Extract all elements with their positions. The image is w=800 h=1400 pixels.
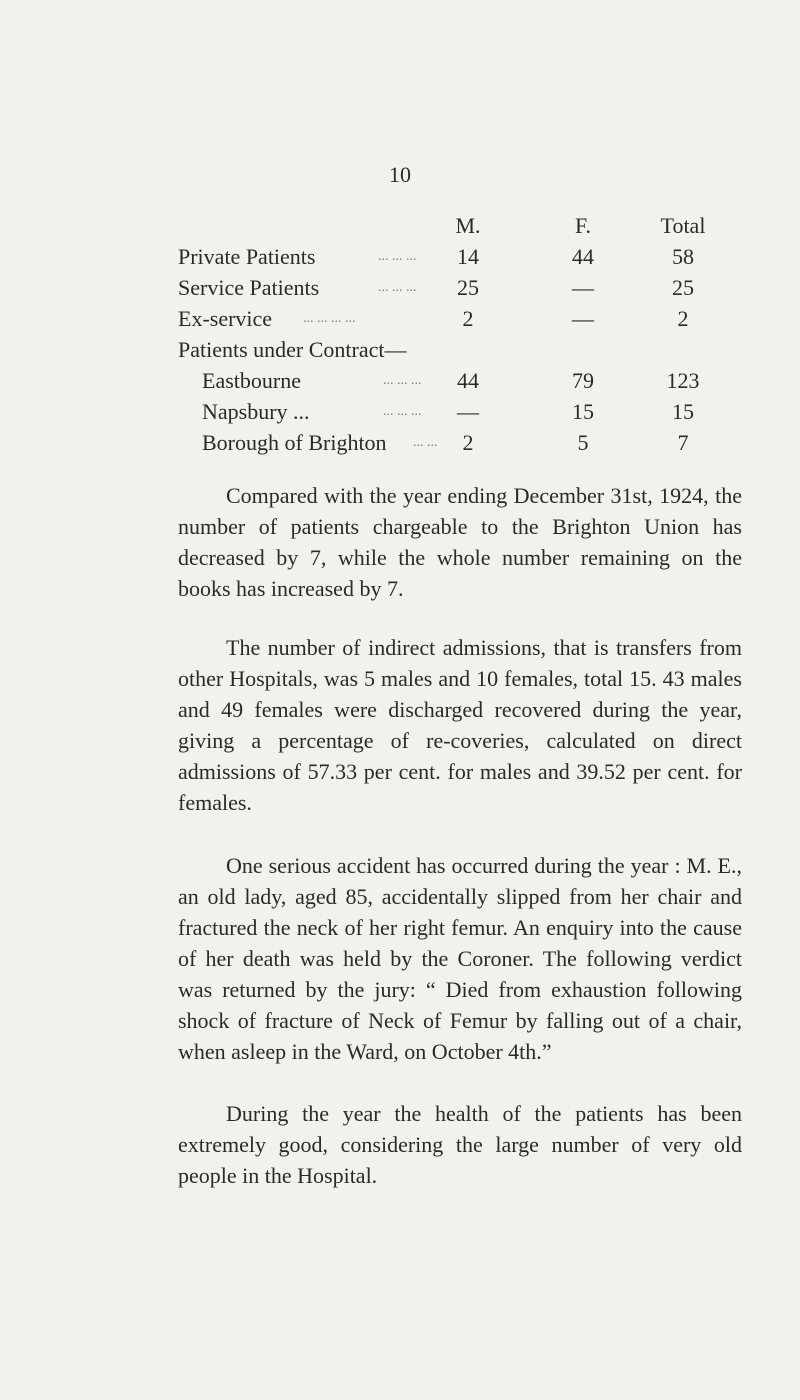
table-row: [178, 396, 778, 427]
page-number: 10: [389, 162, 411, 187]
row-label: Eastbourne: [202, 368, 301, 393]
cell-males: 25: [457, 275, 479, 300]
leader-dots: ... ... ...: [383, 404, 422, 419]
paragraph-text: During the year the health of the patients has been extremely good, considering the large number of very old people in the Hospital.: [178, 1101, 742, 1188]
table-row: [178, 427, 778, 458]
table-row: [178, 272, 778, 303]
row-label: Ex-service: [178, 306, 273, 331]
leader-dots: ... ... ...: [383, 373, 422, 388]
cell-females: 15: [572, 399, 594, 424]
table-row: [178, 334, 778, 365]
table-header-row: [178, 210, 778, 241]
cell-total: 25: [672, 275, 694, 300]
row-label: Patients under Contract—: [178, 337, 407, 362]
cell-males: 44: [457, 368, 479, 393]
cell-males: —: [457, 399, 479, 424]
cell-females: 79: [572, 368, 594, 393]
leader-dots: ... ... ...: [378, 249, 417, 264]
paragraph-text: Compared with the year ending December 31st, 1924, the number of patients chargeable to the Brighton Union has decreased by 7, while the whole number remaining on the books has increased by 7.: [178, 483, 742, 601]
cell-total: 15: [672, 399, 694, 424]
cell-females: —: [572, 306, 594, 331]
table-row: [178, 241, 778, 272]
cell-total: 7: [677, 430, 689, 455]
header-females: F.: [575, 213, 591, 238]
leader-dots: ... ... ... ...: [303, 311, 356, 326]
header-males: M.: [455, 213, 481, 238]
patients-table: [178, 210, 778, 458]
cell-females: 44: [572, 244, 594, 269]
row-label: Napsbury ...: [202, 399, 310, 424]
leader-dots: ... ... ...: [378, 280, 417, 295]
leader-dots: ... ...: [413, 435, 438, 450]
cell-males: 2: [462, 430, 474, 455]
paragraph-text: One serious accident has occurred during the year : M. E., an old lady, aged 85, accidentally slipped from her chair and fractured the neck of her right femur. An enquiry into the cause of her death was held by the Coroner. The following verdict was returned by the jury: “ Died from exhaustion following shock of fracture of Neck of Femur by falling out of a chair, when asleep in the Ward, on October 4th.”: [178, 853, 742, 1064]
cell-males: 2: [462, 306, 474, 331]
cell-females: —: [572, 275, 594, 300]
cell-males: 14: [457, 244, 479, 269]
cell-total: 58: [672, 244, 694, 269]
paragraph-admissions: [178, 632, 742, 818]
paragraph-health: [178, 1098, 742, 1191]
paragraph-text: The number of indirect admissions, that is transfers from other Hospitals, was 5 males and 10 females, total 15. 43 males and 49 females were discharged recovered during the year, giving a percentage of re-coveries, calculated on direct admissions of 57.33 per cent. for males and 39.52 per cent. for females.: [178, 635, 742, 815]
row-label: Private Patients: [178, 244, 316, 269]
table-row: [178, 303, 778, 334]
cell-females: 5: [577, 430, 589, 455]
paragraph-comparison: [178, 480, 742, 604]
row-label: Borough of Brighton: [202, 430, 387, 455]
paragraph-accident: [178, 850, 742, 1067]
cell-total: 2: [677, 306, 689, 331]
header-total: Total: [660, 213, 706, 238]
row-label: Service Patients: [178, 275, 320, 300]
cell-total: 123: [666, 368, 700, 393]
table-row: [178, 365, 778, 396]
